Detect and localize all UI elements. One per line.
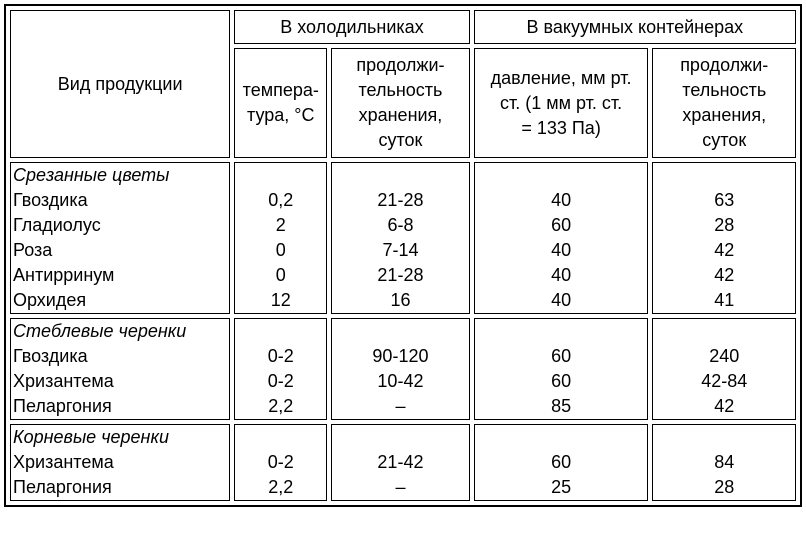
- group-title: Стеблевые черенки: [13, 321, 187, 341]
- header-pressure: [474, 48, 649, 158]
- temperature-value: 0: [275, 240, 286, 260]
- fridge-duration-value: 10-42: [377, 371, 424, 391]
- pressure-cell: [474, 424, 649, 501]
- vacuum-duration-value: 84: [714, 452, 735, 472]
- header-duration-vacuum-line: тельность: [682, 80, 767, 100]
- spacer: [475, 319, 648, 344]
- product-names-cell: [10, 162, 230, 314]
- group-title: Срезанные цветы: [13, 165, 170, 185]
- spacer: [653, 425, 795, 450]
- pressure-value: 60: [551, 215, 572, 235]
- vacuum-duration-value: 28: [714, 477, 735, 497]
- group-root-cuttings: [10, 424, 796, 501]
- temperature-value: 0-2: [267, 371, 294, 391]
- product-names-cell: [10, 318, 230, 420]
- header-pressure-line: ст. (1 мм рт. ст.: [500, 92, 623, 113]
- header-temperature-line: темпера-: [242, 80, 319, 100]
- temperature-value: 0-2: [267, 452, 294, 472]
- vacuum-duration-value: 63: [714, 190, 735, 210]
- header-duration-vacuum-line: хранения,: [682, 105, 767, 125]
- temperature-cell: [234, 318, 327, 420]
- fridge-duration-value: 7-14: [382, 240, 419, 260]
- spacer: [653, 319, 795, 344]
- pressure-value: 40: [551, 240, 572, 260]
- spacer: [332, 163, 468, 188]
- header-pressure-line: = 133 Па): [521, 117, 601, 138]
- header-duration-fridge-line: хранения,: [358, 105, 443, 125]
- product-name: Пеларгония: [13, 396, 112, 416]
- product-name: Гвоздика: [13, 190, 88, 210]
- spacer: [235, 319, 326, 344]
- header-product-type: Вид продукции: [10, 10, 230, 158]
- header-pressure-line: давление, мм рт.: [490, 67, 632, 88]
- pressure-value: 40: [551, 190, 572, 210]
- pressure-value: 60: [551, 452, 572, 472]
- spacer: [235, 163, 326, 188]
- product-name: Пеларгония: [13, 477, 112, 497]
- vacuum-duration-value: 42: [714, 265, 735, 285]
- fridge-duration-value: 6-8: [387, 215, 414, 235]
- fridge-duration-value: –: [395, 396, 406, 416]
- pressure-value: 40: [551, 265, 572, 285]
- fridge-duration-cell: [331, 162, 469, 314]
- pressure-value: 60: [551, 371, 572, 391]
- header-vacuum: В вакуумных контейнерах: [474, 10, 796, 44]
- product-name: Хризантема: [13, 452, 114, 472]
- vacuum-duration-cell: [652, 162, 796, 314]
- group-cut-flowers: [10, 162, 796, 314]
- header-duration-vacuum: [652, 48, 796, 158]
- spacer: [475, 163, 648, 188]
- fridge-duration-cell: [331, 424, 469, 501]
- temperature-cell: [234, 424, 327, 501]
- temperature-value: 2: [275, 215, 286, 235]
- fridge-duration-value: 16: [390, 290, 411, 310]
- pressure-value: 85: [551, 396, 572, 416]
- fridge-duration-value: 90-120: [372, 346, 429, 366]
- vacuum-duration-cell: [652, 318, 796, 420]
- temperature-value: 0: [275, 265, 286, 285]
- product-name: Гладиолус: [13, 215, 101, 235]
- pressure-cell: [474, 318, 649, 420]
- spacer: [332, 319, 468, 344]
- spacer: [235, 425, 326, 450]
- temperature-value: 2,2: [268, 477, 294, 497]
- storage-table: [4, 4, 802, 507]
- pressure-value: 60: [551, 346, 572, 366]
- fridge-duration-value: 21-28: [377, 265, 424, 285]
- spacer: [653, 163, 795, 188]
- vacuum-duration-value: 28: [714, 215, 735, 235]
- product-name: Антирринум: [13, 265, 115, 285]
- spacer: [332, 425, 468, 450]
- vacuum-duration-cell: [652, 424, 796, 501]
- header-duration-fridge: [331, 48, 469, 158]
- header-duration-fridge-line: суток: [378, 130, 423, 150]
- header-duration-vacuum-line: суток: [702, 130, 747, 150]
- product-name: Орхидея: [13, 290, 87, 310]
- fridge-duration-value: 21-42: [377, 452, 424, 472]
- product-name: Роза: [13, 240, 53, 260]
- temperature-value: 0-2: [267, 346, 294, 366]
- fridge-duration-value: –: [395, 477, 406, 497]
- temperature-value: 2,2: [268, 396, 294, 416]
- fridge-duration-value: 21-28: [377, 190, 424, 210]
- product-name: Хризантема: [13, 371, 114, 391]
- product-names-cell: [10, 424, 230, 501]
- pressure-value: 25: [551, 477, 572, 497]
- group-stem-cuttings: [10, 318, 796, 420]
- vacuum-duration-value: 41: [714, 290, 735, 310]
- temperature-value: 12: [270, 290, 291, 310]
- header-duration-fridge-line: тельность: [358, 80, 443, 100]
- pressure-value: 40: [551, 290, 572, 310]
- header-temperature-line: тура, °С: [247, 105, 315, 125]
- header-fridges: В холодильниках: [234, 10, 469, 44]
- header-duration-fridge-line: продолжи-: [356, 55, 445, 75]
- header-temperature: [234, 48, 327, 158]
- pressure-cell: [474, 162, 649, 314]
- temperature-cell: [234, 162, 327, 314]
- product-name: Гвоздика: [13, 346, 88, 366]
- vacuum-duration-value: 240: [709, 346, 740, 366]
- fridge-duration-cell: [331, 318, 469, 420]
- vacuum-duration-value: 42-84: [701, 371, 748, 391]
- spacer: [475, 425, 648, 450]
- vacuum-duration-value: 42: [714, 240, 735, 260]
- vacuum-duration-value: 42: [714, 396, 735, 416]
- header-duration-vacuum-line: продолжи-: [680, 55, 769, 75]
- group-title: Корневые черенки: [13, 427, 169, 447]
- temperature-value: 0,2: [268, 190, 294, 210]
